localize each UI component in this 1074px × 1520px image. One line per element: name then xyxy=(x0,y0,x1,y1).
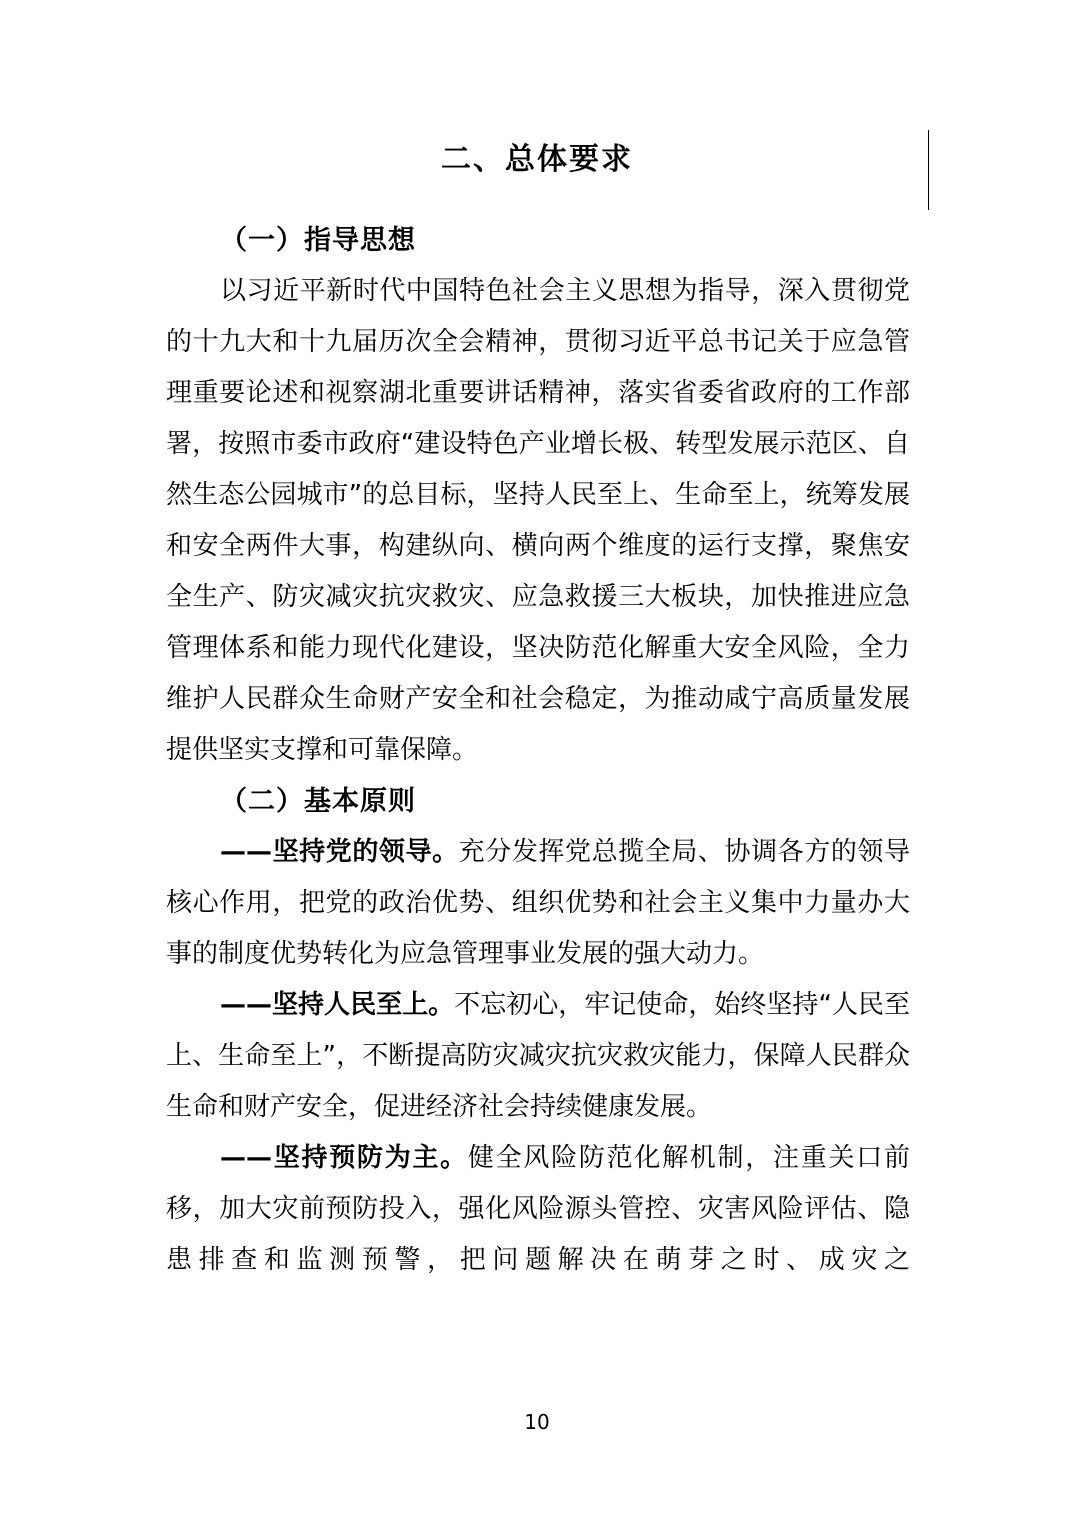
section-heading-basic-principles: （二）基本原则 xyxy=(220,786,416,817)
principle-paragraph xyxy=(166,827,910,980)
page-title: 二、总体要求 xyxy=(441,142,633,177)
section-heading-guiding-ideology: （一）指导思想 xyxy=(220,225,416,256)
principle-lead: ——坚持人民至上。 xyxy=(220,990,455,1020)
principle-text: 健全风险防范化解机制，注重关口前移，加大灾前预防投入，强化风险源头管控、灾害风险评估、隐患排查和监测预警，把问题解决在萌芽之时、成灾之 xyxy=(166,1143,910,1275)
principle-text: 充分发挥党总揽全局、协调各方的领导核心作用，把党的政治优势、组织优势和社会主义集中力量办大事的制度优势转化为应急管理事业发展的强大动力。 xyxy=(166,837,910,969)
page-number: 10 xyxy=(524,1410,550,1434)
principle-lead: ——坚持预防为主。 xyxy=(220,1143,468,1173)
principle-paragraph xyxy=(166,1133,910,1286)
guiding-ideology-paragraph: 以习近平新时代中国特色社会主义思想为指导，深入贯彻党的十九大和十九届历次全会精神，贯彻习近平总书记关于应急管理重要论述和视察湖北重要讲话精神，落实省委省政府的工作部署，按照市委市政府“建设特色产业增长极、转型发展示范区、自然生态公园城市”的总目标，坚持人民至上、生命至上，统筹发展和安全两件大事，构建纵向、横向两个维度的运行支撑，聚焦安全生产、防灾减灾抗灾救灾、应急救援三大板块，加快推进应急管理体系和能力现代化建设，坚决防范化解重大安全风险，全力维护人民群众生命财产安全和社会稳定，为推动咸宁高质量发展提供坚实支撑和可靠保障。 xyxy=(166,276,910,765)
principle-text: 不忘初心，牢记使命，始终坚持“人民至上、生命至上”，不断提高防灾减灾抗灾救灾能力，保障人民群众生命和财产安全，促进经济社会持续健康发展。 xyxy=(166,990,910,1122)
principle-lead: ——坚持党的领导。 xyxy=(220,837,459,867)
principle-paragraph xyxy=(166,980,910,1133)
document-body xyxy=(166,215,910,1286)
